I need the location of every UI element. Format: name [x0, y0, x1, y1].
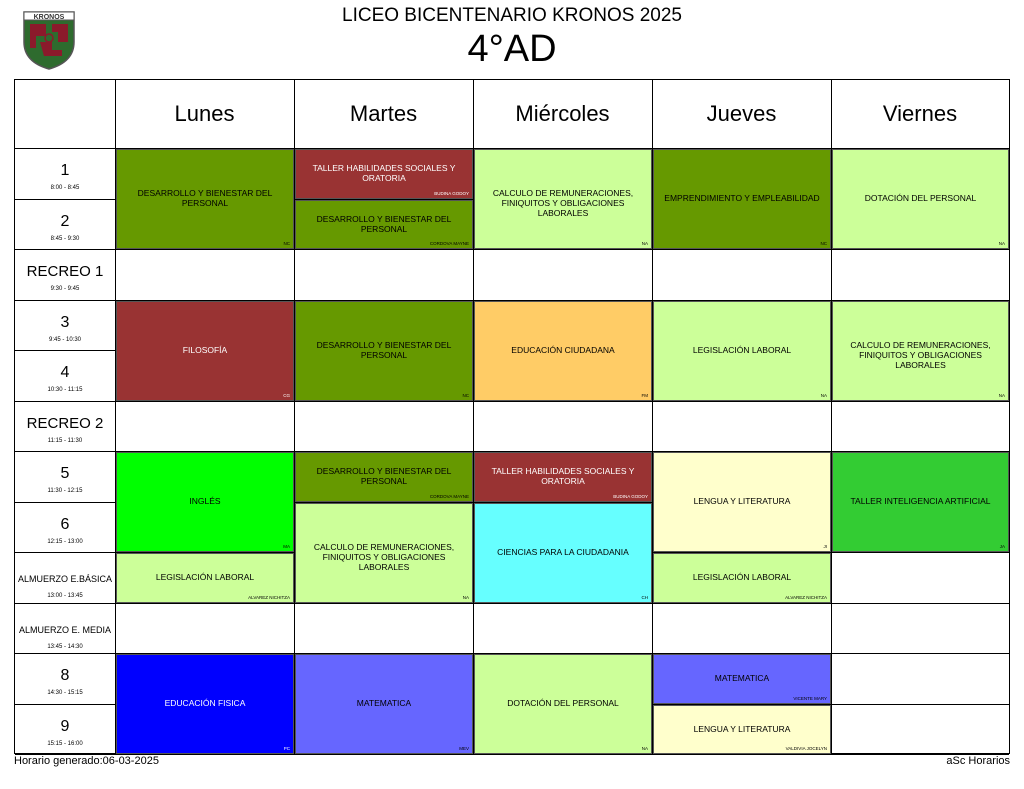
lesson-subject: DESARROLLO Y BIENESTAR DEL PERSONAL: [316, 466, 452, 486]
lesson-teacher: NA: [820, 393, 827, 398]
lesson-subject: DESARROLLO Y BIENESTAR DEL PERSONAL: [316, 214, 452, 234]
lesson-teacher: NA: [641, 241, 648, 246]
period-number: RECREO 2: [26, 415, 104, 432]
lesson-subject: CALCULO DE REMUNERACIONES, FINIQUITOS Y OBLIGACIONES LABORALES: [492, 188, 634, 218]
day-header-3: Miércoles: [515, 101, 610, 126]
lesson-subject: EDUCACIÓN FISICA: [164, 698, 246, 708]
lesson-teacher: NC: [283, 241, 290, 246]
lesson-subject: MATEMATICA: [714, 673, 770, 683]
grid-line: [15, 603, 1009, 604]
lesson-subject: CALCULO DE REMUNERACIONES, FINIQUITOS Y OBLIGACIONES LABORALES: [850, 340, 991, 370]
period-label: [15, 451, 115, 502]
timetable-grid: [14, 79, 1010, 754]
lesson-cell[interactable]: [832, 301, 1009, 401]
period-number: RECREO 1: [26, 263, 104, 280]
period-number: 2: [60, 213, 70, 230]
lesson-teacher: CORDOVA MAYNE: [429, 494, 469, 499]
lesson-cell[interactable]: [116, 452, 294, 552]
lesson-teacher: NA: [998, 241, 1005, 246]
lesson-cell[interactable]: [474, 452, 652, 502]
lesson-cell[interactable]: [295, 654, 473, 754]
lesson-cell[interactable]: [653, 149, 831, 249]
lesson-subject: TALLER HABILIDADES SOCIALES Y ORATORIA: [491, 466, 635, 486]
period-time: 11:15 - 11:30: [47, 438, 83, 444]
lesson-subject: LENGUA Y LITERATURA: [693, 496, 791, 506]
period-time: 9:45 - 10:30: [48, 337, 82, 343]
period-time: 14:30 - 15:15: [47, 690, 83, 696]
lesson-subject: DOTACIÓN DEL PERSONAL: [864, 193, 977, 203]
lesson-subject: DOTACIÓN DEL PERSONAL: [507, 698, 619, 708]
class-name: 4°AD: [467, 28, 557, 70]
lesson-teacher: VALDIVIA JOCELYN: [785, 746, 827, 751]
period-number: 1: [60, 162, 70, 179]
period-time: 8:45 - 9:30: [50, 236, 80, 242]
lesson-cell[interactable]: [832, 452, 1009, 552]
period-time: 12:15 - 13:00: [47, 539, 83, 545]
period-label: [15, 704, 115, 754]
lesson-cell[interactable]: [653, 654, 831, 704]
lesson-cell[interactable]: [653, 452, 831, 552]
lesson-teacher: ALVAREZ NICHITZA: [785, 595, 827, 600]
grid-line: [15, 754, 1009, 755]
lesson-teacher: BUDINA GODOY: [613, 494, 648, 499]
svg-text:KRONOS: KRONOS: [33, 14, 65, 21]
lesson-cell[interactable]: [295, 452, 473, 502]
lesson-cell[interactable]: [653, 301, 831, 401]
period-time: 9:30 - 9:45: [50, 286, 80, 292]
lesson-subject: INGLÉS: [189, 496, 221, 506]
lesson-subject: EMPRENDIMIENTO Y EMPLEABILIDAD: [664, 193, 820, 203]
period-number: 5: [60, 465, 70, 482]
period-number: ALMUERZO E. MEDIA: [18, 625, 111, 635]
period-time: 8:00 - 8:45: [50, 185, 80, 191]
lesson-subject: LENGUA Y LITERATURA: [693, 724, 791, 734]
period-label: [15, 552, 115, 603]
period-number: ALMUERZO E.BÁSICA: [17, 574, 113, 584]
lesson-teacher: JI: [823, 544, 827, 549]
lesson-cell[interactable]: [653, 705, 831, 754]
period-time: 13:45 - 14:30: [47, 644, 83, 650]
lesson-subject: CIENCIAS PARA LA CIUDADANIA: [497, 547, 629, 557]
lesson-subject: TALLER INTELIGENCIA ARTIFICIAL: [850, 496, 991, 506]
lesson-teacher: NA: [641, 746, 648, 751]
lesson-cell[interactable]: [116, 149, 294, 249]
lesson-subject: TALLER HABILIDADES SOCIALES Y ORATORIA: [312, 163, 456, 183]
period-time: 13:00 - 13:45: [47, 593, 83, 599]
lesson-teacher: NC: [462, 393, 469, 398]
school-title: LICEO BICENTENARIO KRONOS 2025: [342, 5, 682, 26]
period-number: 4: [60, 364, 70, 381]
lesson-teacher: BUDINA GODOY: [434, 191, 469, 196]
period-number: 3: [60, 314, 70, 331]
lesson-cell[interactable]: [474, 654, 652, 754]
lesson-cell[interactable]: [295, 149, 473, 199]
lesson-cell[interactable]: [653, 553, 831, 603]
lesson-cell[interactable]: [474, 503, 652, 603]
lesson-teacher: CH: [641, 595, 648, 600]
lesson-cell[interactable]: [295, 200, 473, 249]
lesson-cell[interactable]: [474, 149, 652, 249]
period-label: [15, 199, 115, 249]
period-number: 9: [60, 718, 70, 735]
lesson-cell[interactable]: [295, 503, 473, 603]
lesson-teacher: CG: [283, 393, 290, 398]
lesson-subject: LEGISLACIÓN LABORAL: [155, 572, 255, 582]
lesson-subject: LEGISLACIÓN LABORAL: [692, 345, 792, 355]
period-label: [15, 148, 115, 199]
grid-line: [15, 249, 1009, 250]
period-number: 8: [60, 667, 70, 684]
lesson-teacher: MEV: [459, 746, 469, 751]
lesson-subject: FILOSOFÍA: [182, 345, 228, 355]
lesson-teacher: VICENTE MARY: [793, 696, 827, 701]
lesson-subject: EDUCACIÓN CIUDADANA: [511, 345, 615, 355]
generated-date: Horario generado:06-03-2025: [14, 755, 159, 767]
lesson-cell[interactable]: [832, 149, 1009, 249]
lesson-cell[interactable]: [474, 301, 652, 401]
period-time: 15:15 - 16:00: [47, 741, 83, 747]
lesson-teacher: ALVAREZ NICHITZA: [248, 595, 290, 600]
brand-label: aSc Horarios: [946, 755, 1010, 767]
period-number: 6: [60, 516, 70, 533]
lesson-teacher: NC: [820, 241, 827, 246]
lesson-teacher: JA: [999, 544, 1005, 549]
lesson-cell[interactable]: [116, 654, 294, 754]
grid-line: [15, 401, 1009, 402]
period-label: [15, 603, 115, 653]
day-header-2: Martes: [349, 101, 418, 126]
period-label: [15, 300, 115, 350]
lesson-cell[interactable]: [295, 301, 473, 401]
period-label: [15, 653, 115, 704]
lesson-teacher: CORDOVA MAYNE: [429, 241, 469, 246]
lesson-teacher: NA: [998, 393, 1005, 398]
lesson-subject: LEGISLACIÓN LABORAL: [692, 572, 792, 582]
lesson-teacher: NA: [462, 595, 469, 600]
period-label: [15, 502, 115, 552]
lesson-subject: DESARROLLO Y BIENESTAR DEL PERSONAL: [137, 188, 273, 208]
period-time: 11:30 - 12:15: [47, 488, 83, 494]
lesson-teacher: FM: [641, 393, 648, 398]
lesson-subject: MATEMATICA: [356, 698, 412, 708]
lesson-teacher: PC: [283, 746, 290, 751]
period-label: [15, 350, 115, 401]
day-header-1: Lunes: [174, 101, 235, 126]
lesson-teacher: MA: [283, 544, 290, 549]
lesson-cell[interactable]: [116, 301, 294, 401]
lesson-subject: CALCULO DE REMUNERACIONES, FINIQUITOS Y OBLIGACIONES LABORALES: [313, 542, 455, 572]
period-label: [15, 249, 115, 300]
lesson-subject: DESARROLLO Y BIENESTAR DEL PERSONAL: [316, 340, 452, 360]
period-label: [15, 401, 115, 451]
period-time: 10:30 - 11:15: [47, 387, 83, 393]
lesson-cell[interactable]: [116, 553, 294, 603]
day-header-4: Jueves: [706, 101, 777, 126]
day-header-5: Viernes: [882, 101, 958, 126]
